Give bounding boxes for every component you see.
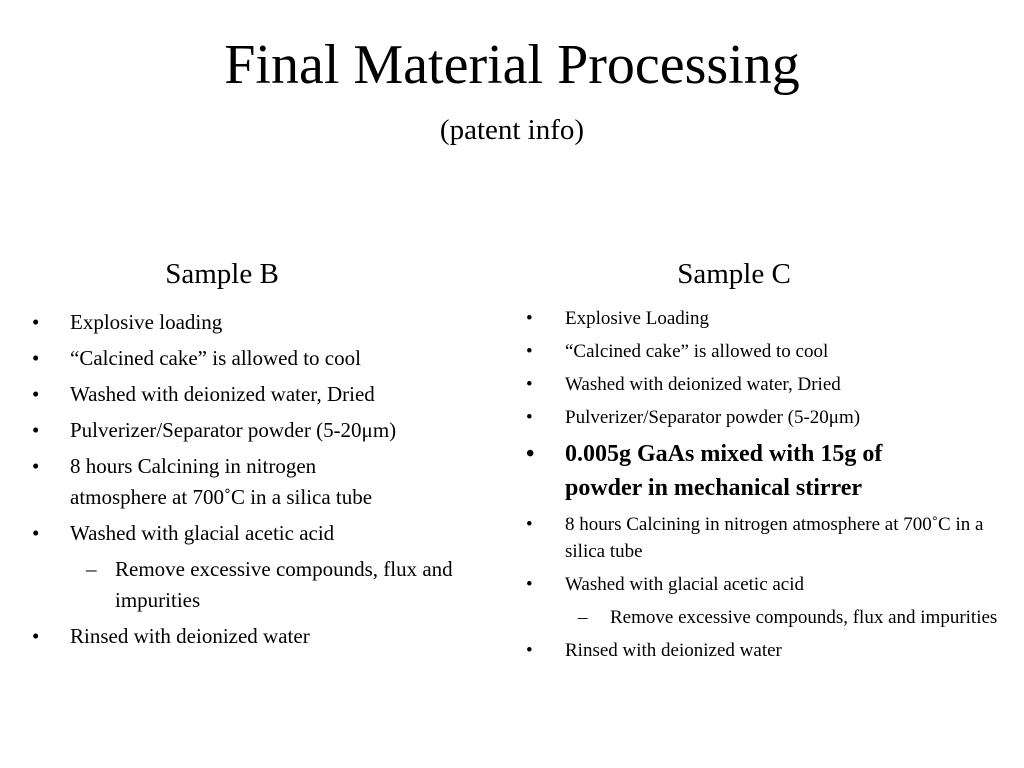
list-item <box>32 518 482 549</box>
list-item <box>32 343 482 374</box>
list-item-text: Washed with glacial acetic acid <box>565 574 805 595</box>
bullet-icon: • <box>32 454 40 478</box>
list-item <box>526 305 986 332</box>
bullet-icon: • <box>32 310 40 334</box>
list-item-text: Washed with glacial acetic acid <box>70 521 335 545</box>
sub-list-item-text: Remove excessive compounds, flux and impurities <box>115 557 453 612</box>
list-item <box>32 379 482 410</box>
sub-list-item <box>32 554 460 616</box>
sample-c-heading: Sample C <box>677 258 791 290</box>
bullet-icon: • <box>32 382 40 406</box>
list-item <box>526 338 986 365</box>
bullet-icon: • <box>32 418 40 442</box>
bullet-icon: • <box>32 521 40 545</box>
bullet-icon: • <box>526 374 533 395</box>
bullet-icon: • <box>526 640 533 661</box>
bullet-icon: • <box>526 514 533 535</box>
list-item-text: Rinsed with deionized water <box>565 640 782 661</box>
list-item-text: 8 hours Calcining in nitrogen atmosphere at 700˚C in a silica tube <box>70 454 373 509</box>
list-item-text: 8 hours Calcining in nitrogen atmosphere at 700˚C in a silica tube <box>565 514 984 562</box>
list-item <box>526 571 986 598</box>
dash-icon: – <box>86 557 97 581</box>
list-item-text: Rinsed with deionized water <box>70 624 310 648</box>
bullet-icon: • <box>526 308 533 329</box>
bullet-icon: • <box>32 346 40 370</box>
bullet-icon: • <box>526 441 535 467</box>
sample-b-list <box>32 307 482 657</box>
bullet-icon: • <box>526 341 533 362</box>
list-item <box>32 621 482 652</box>
bullet-icon: • <box>32 624 40 648</box>
list-item-text: Explosive loading <box>70 310 223 334</box>
sample-c-list <box>526 305 998 670</box>
list-item <box>32 451 410 513</box>
slide-subtitle: (patent info) <box>439 114 585 146</box>
list-item <box>526 637 986 664</box>
list-item-text: “Calcined cake” is allowed to cool <box>70 346 361 370</box>
bullet-icon: • <box>526 407 533 428</box>
list-item <box>32 307 482 338</box>
list-item-text: Washed with deionized water, Dried <box>565 374 841 395</box>
list-item-text: Washed with deionized water, Dried <box>70 382 375 406</box>
dash-icon: – <box>578 607 588 628</box>
sub-list-item <box>526 604 1024 631</box>
list-item-text: Explosive Loading <box>565 308 710 329</box>
list-item-highlighted <box>526 437 965 505</box>
list-item <box>32 415 482 446</box>
list-item-text: Pulverizer/Separator powder (5-20μm) <box>565 407 861 428</box>
bullet-icon: • <box>526 574 533 595</box>
sample-b-heading: Sample B <box>165 258 279 290</box>
list-item-text: “Calcined cake” is allowed to cool <box>565 341 829 362</box>
sub-list-item-text: Remove excessive compounds, flux and impurities <box>610 607 998 628</box>
list-item <box>526 371 986 398</box>
list-item-text: Pulverizer/Separator powder (5-20μm) <box>70 418 397 442</box>
list-item-text: 0.005g GaAs mixed with 15g of powder in mechanical stirrer <box>565 441 883 501</box>
list-item <box>526 511 1015 565</box>
list-item <box>526 404 986 431</box>
slide-title: Final Material Processing <box>224 34 800 96</box>
